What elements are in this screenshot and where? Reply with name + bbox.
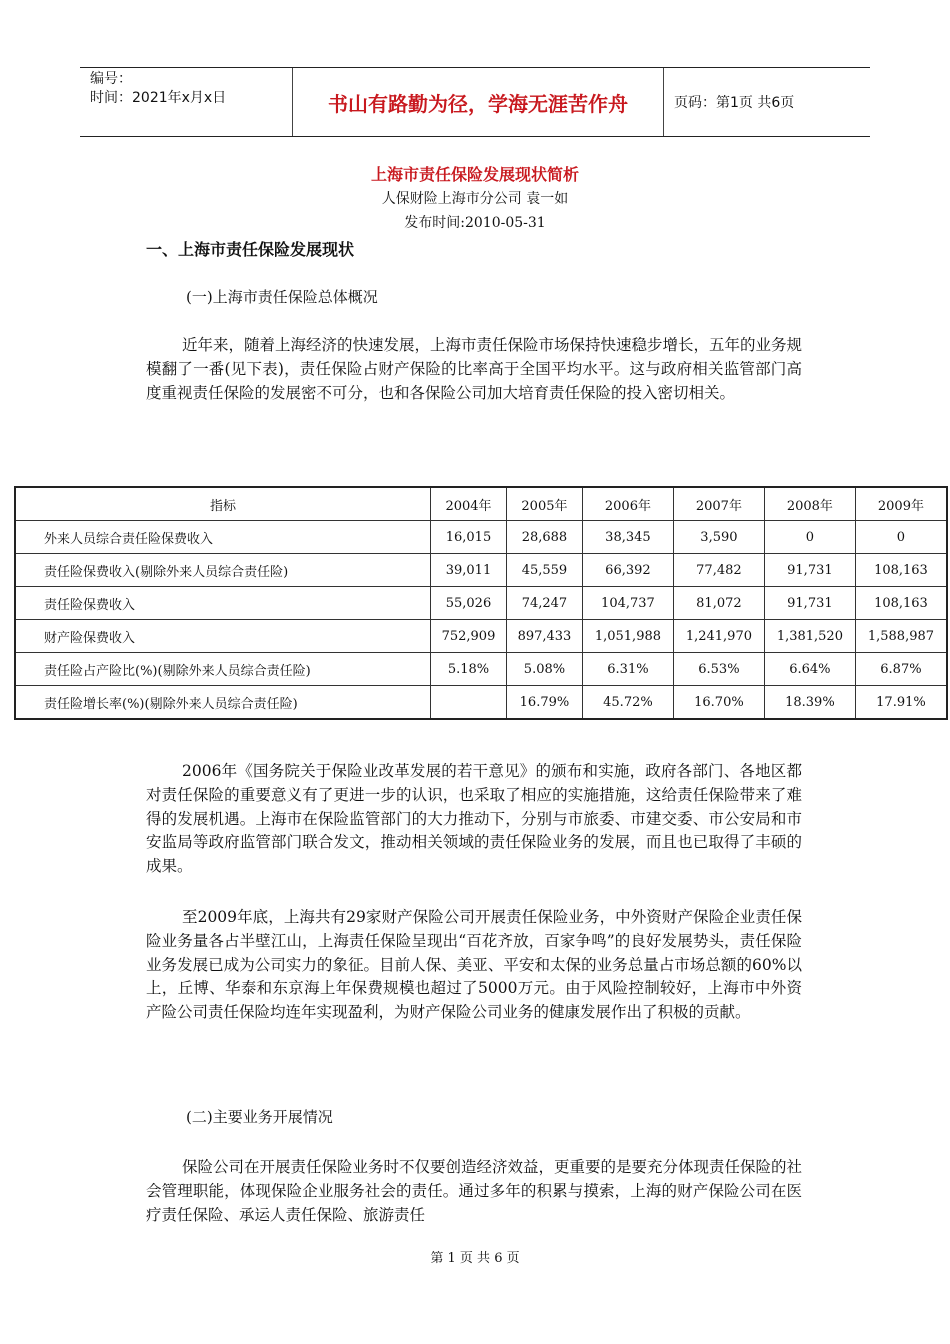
table-cell: 6.87%	[855, 653, 947, 686]
table-cell: 6.31%	[582, 653, 673, 686]
table-cell: 18.39%	[764, 686, 855, 720]
table-row	[15, 620, 947, 653]
table-cell: 104,737	[582, 587, 673, 620]
table-cell: 45,559	[506, 554, 582, 587]
table-row-label: 责任险保费收入	[15, 587, 431, 620]
table-row	[15, 554, 947, 587]
table-header-cell: 指标	[15, 487, 431, 521]
article-publish-date: 发布时间:2010-05-31	[404, 215, 546, 231]
table-row-label: 责任险占产险比(%)(剔除外来人员综合责任险)	[15, 653, 431, 686]
table-cell: 6.64%	[764, 653, 855, 686]
table-cell: 5.08%	[506, 653, 582, 686]
table-cell: 91,731	[764, 554, 855, 587]
paragraph-3: 至2009年底，上海共有29家财产保险公司开展责任保险业务，中外资财产保险企业责任保险业务量各占半壁江山，上海责任保险呈现出“百花齐放，百家争鸣”的良好发展势头，责任保险业务发展已成为公司实力的象征。目前人保、美亚、平安和太保的业务总量占市场总额的60%以上，丘博、华泰和东京海上年保费规模也超过了5000万元。由于风险控制较好，上海市中外资产险公司责任保险均连年实现盈利，为财产保险公司业务的健康发展作出了积极的贡献。	[146, 908, 802, 1022]
table-cell: 39,011	[431, 554, 507, 587]
table-cell: 74,247	[506, 587, 582, 620]
subsection-heading-2: (二)主要业务开展情况	[186, 1108, 333, 1126]
table-row-label: 财产险保费收入	[15, 620, 431, 653]
article-title: 上海市责任保险发展现状简析	[370, 165, 579, 184]
table-cell: 16,015	[431, 521, 507, 554]
table-row-label: 责任险增长率(%)(剔除外来人员综合责任险)	[15, 686, 431, 720]
paragraph-4: 保险公司在开展责任保险业务时不仅要创造经济效益，更重要的是要充分体现责任保险的社会管理职能，体现保险企业服务社会的责任。通过多年的积累与摸索，上海的财产保险公司在医疗责任保险、承运人责任保险、旅游责任	[146, 1158, 803, 1224]
table-cell: 17.91%	[855, 686, 947, 720]
document-number-label: 编号：	[90, 71, 132, 87]
table-cell: 38,345	[582, 521, 673, 554]
table-cell: 108,163	[855, 587, 947, 620]
paragraph-1: 近年来，随着上海经济的快速发展，上海市责任保险市场保持快速稳步增长，五年的业务规模翻了一番(见下表)，责任保险占财产保险的比率高于全国平均水平。这与政府相关监管部门高度重视责任保险的发展密不可分，也和各保险公司加大培育责任保险的投入密切相关。	[146, 336, 803, 402]
table-cell	[431, 686, 507, 720]
table-row	[15, 653, 947, 686]
table-header-cell: 2008年	[764, 487, 855, 521]
table-cell: 45.72%	[582, 686, 673, 720]
table-cell: 1,588,987	[855, 620, 947, 653]
table-row-label: 外来人员综合责任险保费收入	[15, 521, 431, 554]
header-page-label: 页码：第1页 共6页	[674, 95, 795, 111]
table-row	[15, 521, 947, 554]
article-author: 人保财险上海市分公司 袁一如	[381, 191, 569, 207]
table-cell: 77,482	[673, 554, 764, 587]
table-header-cell: 2004年	[431, 487, 507, 521]
table-header-row	[15, 487, 947, 521]
header-meta	[80, 68, 292, 136]
table-cell: 91,731	[764, 587, 855, 620]
table-cell: 16.79%	[506, 686, 582, 720]
subsection-heading-1: (一)上海市责任保险总体概况	[186, 288, 378, 306]
table-row	[15, 587, 947, 620]
table-cell: 1,241,970	[673, 620, 764, 653]
table-cell: 1,051,988	[582, 620, 673, 653]
document-header	[80, 67, 870, 137]
table-cell: 55,026	[431, 587, 507, 620]
table-cell: 66,392	[582, 554, 673, 587]
table-row-label: 责任险保费收入(剔除外来人员综合责任险)	[15, 554, 431, 587]
table-cell: 752,909	[431, 620, 507, 653]
table-cell: 1,381,520	[764, 620, 855, 653]
table-header-cell: 2009年	[855, 487, 947, 521]
table-header-cell: 2007年	[673, 487, 764, 521]
table-cell: 0	[855, 521, 947, 554]
page-footer: 第 1 页 共 6 页	[430, 1251, 520, 1266]
table-cell: 16.70%	[673, 686, 764, 720]
table-cell: 81,072	[673, 587, 764, 620]
header-motto: 书山有路勤为径，学海无涯苦作舟	[292, 68, 664, 136]
paragraph-2: 2006年《国务院关于保险业改革发展的若干意见》的颁布和实施，政府各部门、各地区都对责任保险的重要意义有了更进一步的认识，也采取了相应的实施措施，这给责任保险带来了难得的发展机遇。上海市在保险监管部门的大力推动下，分别与市旅委、市建交委、市公安局和市安监局等政府监管部门联合发文，推动相关领域的责任保险业务的发展，而且也已取得了丰硕的成果。	[146, 762, 802, 876]
table-cell: 3,590	[673, 521, 764, 554]
table-header-cell: 2006年	[582, 487, 673, 521]
premium-data-table	[14, 486, 948, 720]
table-cell: 897,433	[506, 620, 582, 653]
table-header-cell: 2005年	[506, 487, 582, 521]
document-time-label: 时间：2021年x月x日	[90, 90, 227, 106]
table-cell: 5.18%	[431, 653, 507, 686]
table-cell: 28,688	[506, 521, 582, 554]
table-row	[15, 686, 947, 720]
table-cell: 0	[764, 521, 855, 554]
table-cell: 6.53%	[673, 653, 764, 686]
section-heading-1: 一、上海市责任保险发展现状	[146, 240, 355, 259]
table-cell: 108,163	[855, 554, 947, 587]
